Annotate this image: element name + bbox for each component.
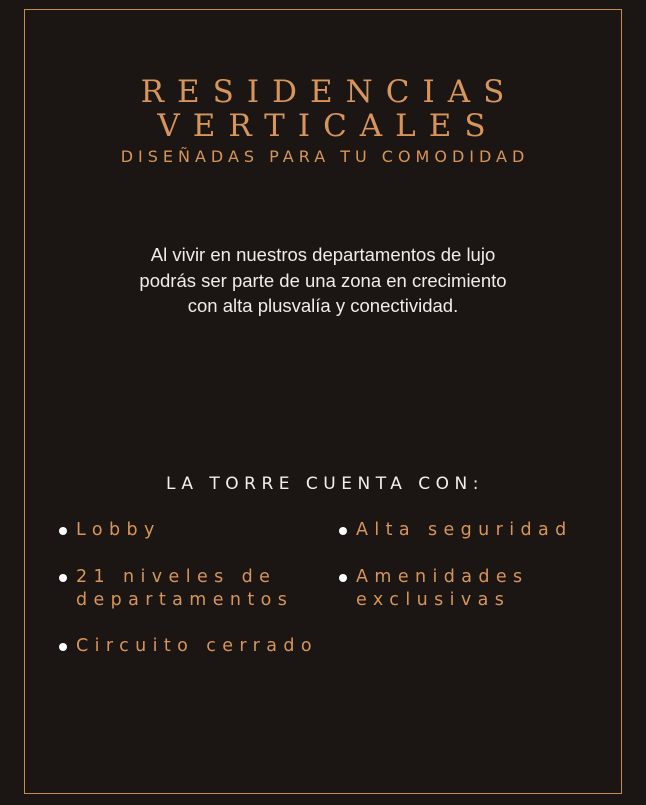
feature-label: departamentos: [76, 590, 294, 610]
description-line: podrás ser parte de una zona en crecimiento: [139, 269, 507, 291]
feature-lobby: [76, 519, 161, 542]
subtitle: DISEÑADAS PARA TU COMODIDAD: [120, 147, 530, 166]
feature-amenidades: [356, 566, 529, 612]
description-line: Al vivir en nuestros departamentos de lujo: [150, 244, 496, 265]
bullet-icon: [59, 643, 67, 651]
feature-circuito: [76, 635, 318, 658]
title-line-1: RESIDENCIAS: [140, 74, 518, 110]
description-line: con alta plusvalía y conectividad.: [187, 295, 459, 316]
feature-label: Lobby: [76, 520, 161, 540]
feature-label: Amenidades: [356, 567, 529, 587]
features-heading: LA TORRE CUENTA CON:: [166, 474, 484, 494]
title-line-2: VERTICALES: [157, 108, 499, 144]
bullet-icon: [59, 574, 67, 582]
feature-label: Circuito cerrado: [76, 636, 319, 656]
feature-label: exclusivas: [356, 590, 511, 610]
feature-label: Alta seguridad: [356, 520, 573, 540]
feature-seguridad: [356, 519, 573, 542]
description: [0, 242, 646, 319]
feature-niveles: [76, 566, 293, 612]
bullet-icon: [339, 574, 347, 582]
bullet-icon: [59, 527, 67, 535]
bullet-icon: [339, 527, 347, 535]
feature-label: 21 niveles de: [76, 567, 277, 587]
